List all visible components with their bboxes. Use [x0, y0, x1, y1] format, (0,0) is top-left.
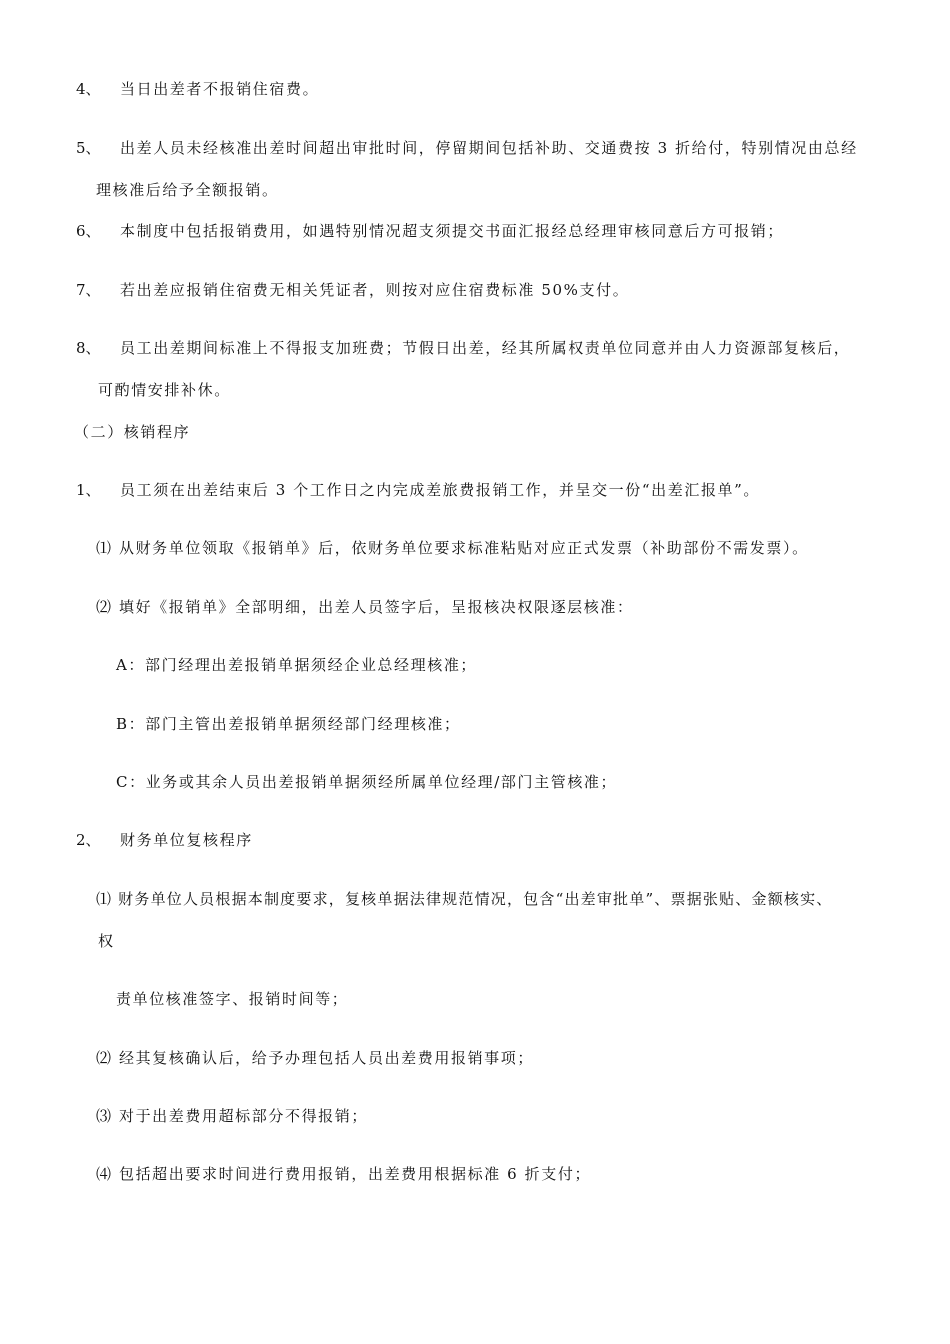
- item-text: 员工须在出差结束后 3 个工作日之内完成差旅费报销工作，并呈交一份“出差汇报单”。: [120, 481, 761, 499]
- review-sub-item-1: ⑴ 财务单位人员根据本制度要求，复核单据法律规范情况，包含“出差审批单”、票据张贴、金额核实、: [96, 890, 833, 908]
- review-sub-item-1-wrap: 权: [98, 932, 115, 950]
- sub-item-2: ⑵ 填好《报销单》全部明细，出差人员签字后，呈报核决权限逐层核准：: [96, 598, 634, 616]
- item-text-continued: 理核准后给予全额报销。: [96, 181, 279, 199]
- item-text: 当日出差者不报销住宿费。: [120, 80, 320, 98]
- approval-level-a: A：部门经理出差报销单据须经企业总经理核准；: [116, 656, 478, 674]
- sub-item-1: ⑴ 从财务单位领取《报销单》后，依财务单位要求标准粘贴对应正式发票（补助部份不需发票）。: [96, 539, 809, 557]
- approval-level-b: B：部门主管出差报销单据须经部门经理核准；: [116, 715, 461, 733]
- item-text: 出差人员未经核准出差时间超出审批时间，停留期间包括补助、交通费按 3 折给付，特别情况由总经: [120, 139, 858, 157]
- item-text-continued: 可酌情安排补休。: [98, 381, 231, 399]
- section-heading: （二）核销程序: [74, 423, 191, 441]
- review-sub-item-4: ⑷ 包括超出要求时间进行费用报销，出差费用根据标准 6 折支付；: [96, 1165, 592, 1183]
- item-text: 本制度中包括报销费用，如遇特别情况超支须提交书面汇报经总经理审核同意后方可报销；: [120, 222, 785, 240]
- review-sub-item-3: ⑶ 对于出差费用超标部分不得报销；: [96, 1107, 368, 1125]
- item-number: 4、: [76, 80, 101, 98]
- item-number: 5、: [76, 139, 101, 157]
- review-sub-item-1-cont: 责单位核准签字、报销时间等；: [116, 990, 349, 1008]
- item-number: 6、: [76, 222, 101, 240]
- item-text: 财务单位复核程序: [120, 831, 253, 849]
- approval-level-c: C：业务或其余人员出差报销单据须经所属单位经理/部门主管核准；: [116, 773, 618, 791]
- item-number: 2、: [76, 831, 101, 849]
- item-number: 1、: [76, 481, 101, 499]
- item-text: 若出差应报销住宿费无相关凭证者，则按对应住宿费标准 50%支付。: [120, 281, 630, 299]
- item-text: 员工出差期间标准上不得报支加班费；节假日出差，经其所属权责单位同意并由人力资源部复核后，: [120, 339, 851, 357]
- review-sub-item-2: ⑵ 经其复核确认后，给予办理包括人员出差费用报销事项；: [96, 1049, 534, 1067]
- item-number: 7、: [76, 281, 101, 299]
- item-number: 8、: [76, 339, 101, 357]
